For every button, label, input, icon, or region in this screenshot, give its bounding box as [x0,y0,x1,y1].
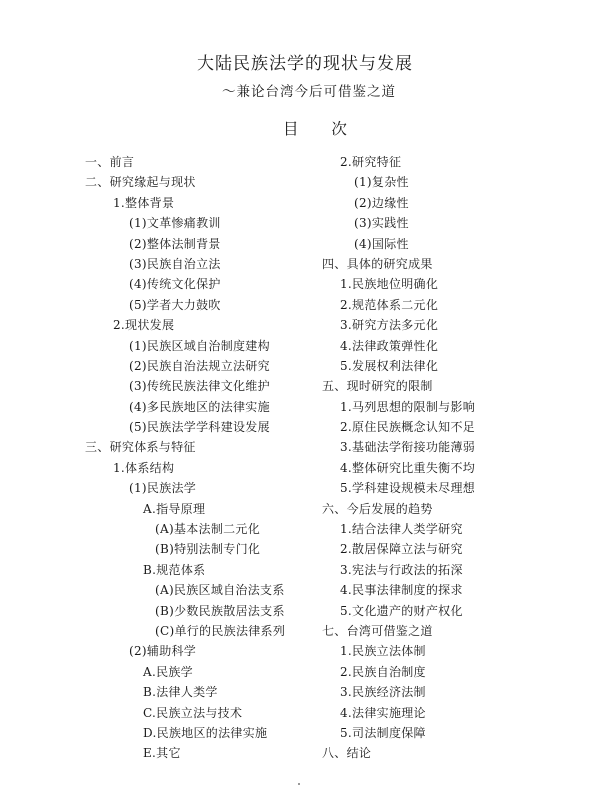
page-speck [298,783,300,785]
toc-entry: 4.法律实施理论 [340,705,426,720]
toc-entry: (3)实践性 [354,216,409,231]
toc-entry: 五、现时研究的限制 [322,379,433,394]
toc-entry: 八、结论 [322,746,372,761]
toc-entry: (1)复杂性 [354,175,409,190]
toc-entry: 3.民族经济法制 [340,685,426,700]
toc-entry: 六、今后发展的趋势 [322,501,433,516]
toc-entry: 3.宪法与行政法的拓深 [340,562,463,577]
toc-entry: B.法律人类学 [143,685,218,700]
toc-entry: (3)传统民族法律文化维护 [129,379,270,394]
toc-entry: 三、研究体系与特征 [85,440,196,455]
toc-entry: 5.学科建设规模未尽理想 [340,481,476,496]
toc-left-column [85,152,325,764]
toc-entry: (B)少数民族散居法支系 [155,603,285,618]
document-title: 大陆民族法学的现状与发展 [197,54,413,74]
toc-entry: 2.民族自治制度 [340,664,426,679]
toc-entry: (C)单行的民族法律系列 [155,623,286,638]
toc-heading: 目 次 [283,120,361,138]
toc-entry: (A)民族区域自治法支系 [155,583,285,598]
toc-entry: E.其它 [143,746,181,761]
toc-entry: 1.整体背景 [113,195,175,210]
toc-entry: 5.司法制度保障 [340,725,426,740]
toc-entry: (2)民族自治法规立法研究 [129,358,270,373]
toc-entry: 4.民事法律制度的探求 [340,583,463,598]
toc-entry: (3)民族自治立法 [129,256,221,271]
toc-entry: (5)民族法学学科建设发展 [129,420,270,435]
toc-entry: 2.散居保障立法与研究 [340,542,463,557]
toc-entry: 1.民族立法体制 [340,644,426,659]
toc-entry: 4.整体研究比重失衡不均 [340,460,476,475]
toc-entry: 1.民族地位明确化 [340,277,439,292]
toc-entry: 2.现状发展 [113,318,175,333]
toc-entry: 4.法律政策弹性化 [340,338,439,353]
toc-entry: (2)整体法制背景 [129,236,221,251]
toc-entry: 四、具体的研究成果 [322,256,433,271]
toc-entry: (1)文革惨痛教训 [129,216,221,231]
toc-entry: 2.规范体系二元化 [340,297,439,312]
toc-entry: (4)国际性 [354,236,409,251]
toc-entry: (1)民族区域自治制度建构 [129,338,270,353]
toc-right-column [322,152,572,764]
toc-entry: (1)民族法学 [129,481,197,496]
document-subtitle: ～兼论台湾今后可借鉴之道 [222,84,396,100]
toc-entry: 1.体系结构 [113,460,175,475]
toc-entry: 2.研究特征 [340,155,402,169]
toc-entry: 一、前言 [85,155,135,169]
toc-entry: 二、研究缘起与现状 [85,175,196,190]
toc-entry: (A)基本法制二元化 [155,522,261,537]
toc-entry: (4)传统文化保护 [129,277,221,292]
toc-entry: 5.文化遗产的财产权化 [340,603,463,618]
toc-entry: A.指导原理 [143,501,206,516]
toc-entry: B.规范体系 [143,562,206,577]
toc-entry: 七、台湾可借鉴之道 [322,623,433,638]
toc-entry: A.民族学 [143,664,193,679]
toc-entry: D.民族地区的法律实施 [143,725,268,740]
toc-entry: 3.基础法学衔接功能薄弱 [340,440,476,455]
toc-entry: 5.发展权利法律化 [340,358,439,373]
toc-entry: 2.原住民族概念认知不足 [340,420,476,435]
toc-entry: (B)特别法制专门化 [155,542,261,557]
toc-entry: (2)边缘性 [354,195,409,210]
toc-entry: (2)辅助科学 [129,644,197,659]
toc-entry: 1.结合法律人类学研究 [340,522,463,537]
toc-entry: C.民族立法与技术 [143,705,243,720]
toc-entry: 1.马列思想的限制与影响 [340,399,476,414]
toc-entry: 3.研究方法多元化 [340,318,439,333]
toc-entry: (5)学者大力鼓吹 [129,297,221,312]
toc-entry: (4)多民族地区的法律实施 [129,399,270,414]
